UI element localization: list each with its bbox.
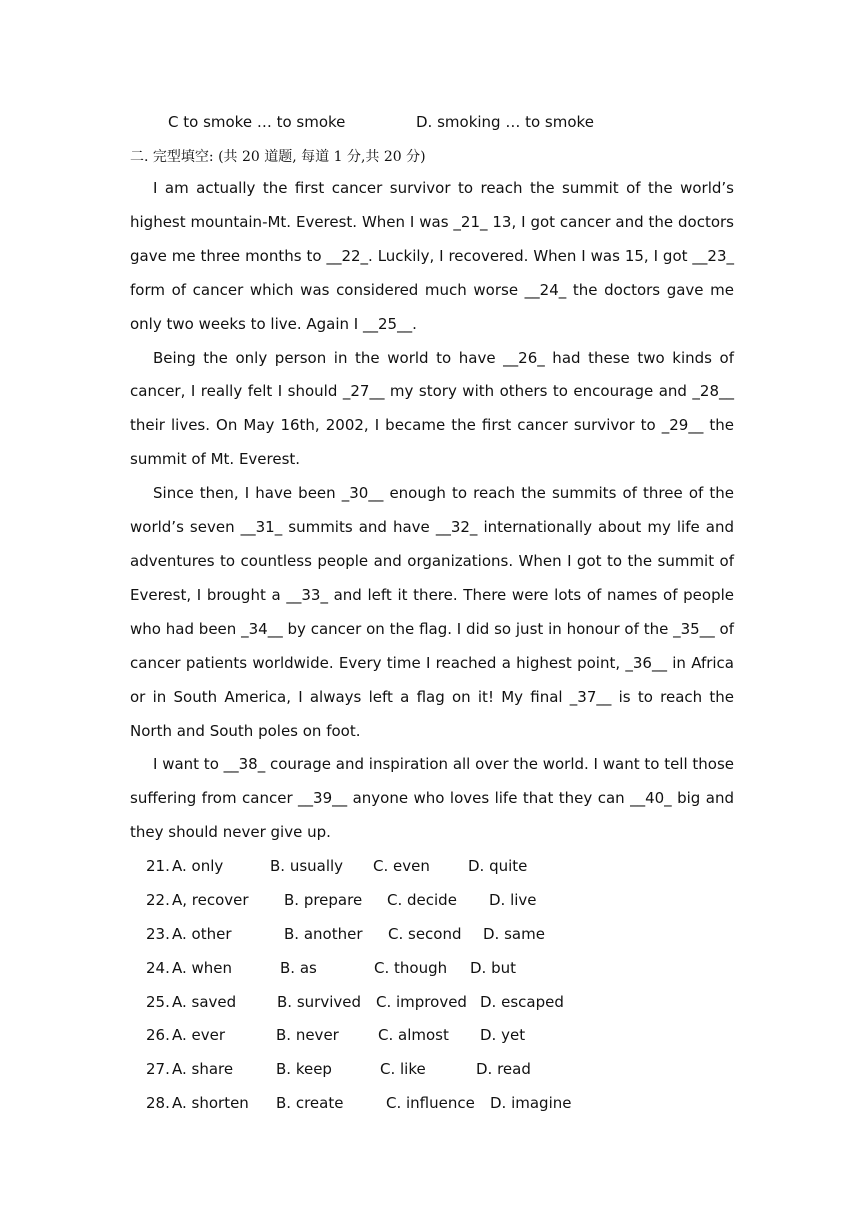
question-number: 24. bbox=[146, 958, 170, 977]
option-b: B. keep bbox=[276, 1060, 332, 1079]
option-a: A. shorten bbox=[172, 1094, 249, 1113]
option-b: B. never bbox=[276, 1026, 339, 1045]
question-number: 26. bbox=[146, 1026, 170, 1045]
option-d: D. imagine bbox=[490, 1094, 572, 1113]
option-d: D. read bbox=[476, 1060, 531, 1079]
question-options-list bbox=[146, 850, 706, 1121]
question-number: 22. bbox=[146, 890, 170, 909]
question-number: 23. bbox=[146, 924, 170, 943]
question-row bbox=[146, 884, 706, 918]
option-b: B. as bbox=[280, 958, 317, 977]
option-a: A, recover bbox=[172, 890, 249, 909]
passage-paragraph: Since then, I have been _30__ enough to reach the summits of three of the world’s seven __31_ summits and have __32_ internationally about my life and adventures to countless people and organizations. When I got to the summit of Everest, I brought a __33_ and left it there. There were lots of names of people who had been _34__ by cancer on the flag. I did so just in honour of the _35__ of cancer patients worldwide. Every time I reached a highest point, _36__ in Africa or in South America, I always left a flag on it! My final _37__ is to reach the North and South poles on foot. bbox=[130, 484, 734, 740]
option-d: D. same bbox=[483, 924, 545, 943]
question-row bbox=[146, 986, 706, 1020]
option-c: C. second bbox=[388, 924, 462, 943]
option-c: C. even bbox=[373, 857, 430, 875]
question-row bbox=[146, 1053, 706, 1087]
question-number: 25. bbox=[146, 992, 170, 1011]
option-a: A. when bbox=[172, 958, 233, 977]
question-number: 28. bbox=[146, 1094, 170, 1113]
option-d: D. live bbox=[489, 890, 537, 909]
question-row bbox=[146, 918, 706, 952]
cloze-passage bbox=[130, 172, 734, 850]
option-c: C. almost bbox=[378, 1026, 449, 1045]
option-b: B. create bbox=[276, 1094, 344, 1113]
option-a: A. ever bbox=[172, 1026, 226, 1045]
passage-paragraph: I want to __38_ courage and inspiration all over the world. I want to tell those suffering from cancer __39__ anyone who loves life that they can __40_ big and they should never give up. bbox=[130, 755, 735, 842]
option-b: B. another bbox=[284, 924, 363, 943]
question-row bbox=[146, 1019, 706, 1053]
section-title: 二. 完型填空: (共 20 道题, 每道 1 分,共 20 分) bbox=[130, 149, 426, 165]
option-c: C. like bbox=[380, 1060, 426, 1079]
question-row bbox=[146, 952, 706, 986]
option-a: A. other bbox=[172, 924, 232, 943]
passage-paragraph: Being the only person in the world to have __26_ had these two kinds of cancer, I really felt I should _27__ my story with others to encourage and _28__ their lives. On May 16th, 2002, I became the first cancer survivor to _29__ the summit of Mt. Everest. bbox=[130, 348, 734, 469]
passage-paragraph: I am actually the first cancer survivor to reach the summit of the world’s highest mountain-Mt. Everest. When I was _21_ 13, I got cancer and the doctors gave me three months to __22_. Luckily, I recovered. When I was 15, I got __23_ form of cancer which was considered much worse __24_ the doctors gave me only two weeks to live. Again I __25__. bbox=[130, 179, 734, 333]
question-row bbox=[146, 850, 706, 884]
option-b: B. prepare bbox=[284, 890, 363, 909]
question-row bbox=[146, 1087, 706, 1121]
option-d: D. yet bbox=[480, 1026, 526, 1045]
option-d: D. smoking … to smoke bbox=[416, 113, 594, 131]
option-c: C. decide bbox=[387, 890, 457, 909]
option-c: C to smoke … to smoke bbox=[168, 113, 346, 131]
option-d: D. quite bbox=[468, 857, 528, 875]
option-b: B. usually bbox=[270, 857, 344, 875]
option-a: A. saved bbox=[172, 992, 237, 1011]
option-c: C. influence bbox=[386, 1094, 475, 1113]
option-c: C. improved bbox=[376, 992, 467, 1011]
question-number: 21. bbox=[146, 857, 170, 875]
question-number: 27. bbox=[146, 1060, 170, 1079]
option-a: A. only bbox=[172, 857, 224, 875]
option-d: D. but bbox=[470, 958, 516, 977]
option-d: D. escaped bbox=[480, 992, 564, 1011]
option-a: A. share bbox=[172, 1060, 234, 1079]
option-c: C. though bbox=[374, 958, 448, 977]
option-b: B. survived bbox=[277, 992, 361, 1011]
